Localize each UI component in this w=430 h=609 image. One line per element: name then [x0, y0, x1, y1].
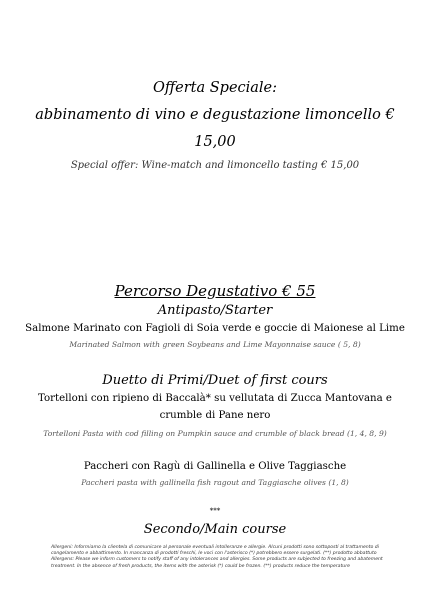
primi-dish1-line1: Tortelloni con ripieno di Baccalà* su vellutata di Zucca Mantovana e — [38, 393, 392, 404]
offer-description: abbinamento di vino e degustazione limoncello € — [35, 107, 395, 123]
primi-dish1-english: Tortelloni Pasta with cod filling on Pumpkin sauce and crumble of black bread (1, 4, 8, 9) — [43, 429, 387, 438]
antipasto-dish: Salmone Marinato con Fagioli di Soia verde e goccie di Maionese al Lime — [25, 323, 405, 334]
allergen-notice: Allergeni: Informiamo la clientela di comunicare al personale eventuali intolleranze e allergie. Alcuni prodotti sono sottoposti al trattamento di congelamento e abbattimento. In mancanza di prodotti freschi, le voci con l'asterisco (*) potrebbero essere surgelati. (**) prodotto abbattuto Allergens: Please we inform customers to notify staff of any intolerances and allergies. Some products are subjected to freezing and abatement treatment. In the absence of fresh products, the items with the asterisk (*) could be frozen. (**) products reduce the temperature — [51, 545, 383, 569]
offer-price: 15,00 — [194, 134, 236, 150]
primi-dish2-english: Paccheri pasta with gallinella fish ragout and Taggiasche olives (1, 8) — [81, 478, 349, 487]
antipasto-heading: Antipasto/Starter — [157, 303, 273, 318]
offer-title: Offerta Speciale: — [152, 80, 278, 96]
secondo-heading: Secondo/Main course — [143, 522, 287, 537]
tasting-title: Percorso Degustativo € 55 — [114, 282, 316, 300]
primi-dish2: Paccheri con Ragù di Gallinella e Olive Taggiasche — [83, 461, 347, 472]
antipasto-english: Marinated Salmon with green Soybeans and Lime Mayonnaise sauce ( 5, 8) — [69, 340, 361, 349]
offer-english: Special offer: Wine-match and limoncello tasting € 15,00 — [70, 160, 360, 171]
course-separator: *** — [209, 507, 221, 515]
primi-dish1-line2: crumble di Pane nero — [159, 410, 271, 421]
primi-heading: Duetto di Primi/Duet of first cours — [102, 373, 328, 388]
